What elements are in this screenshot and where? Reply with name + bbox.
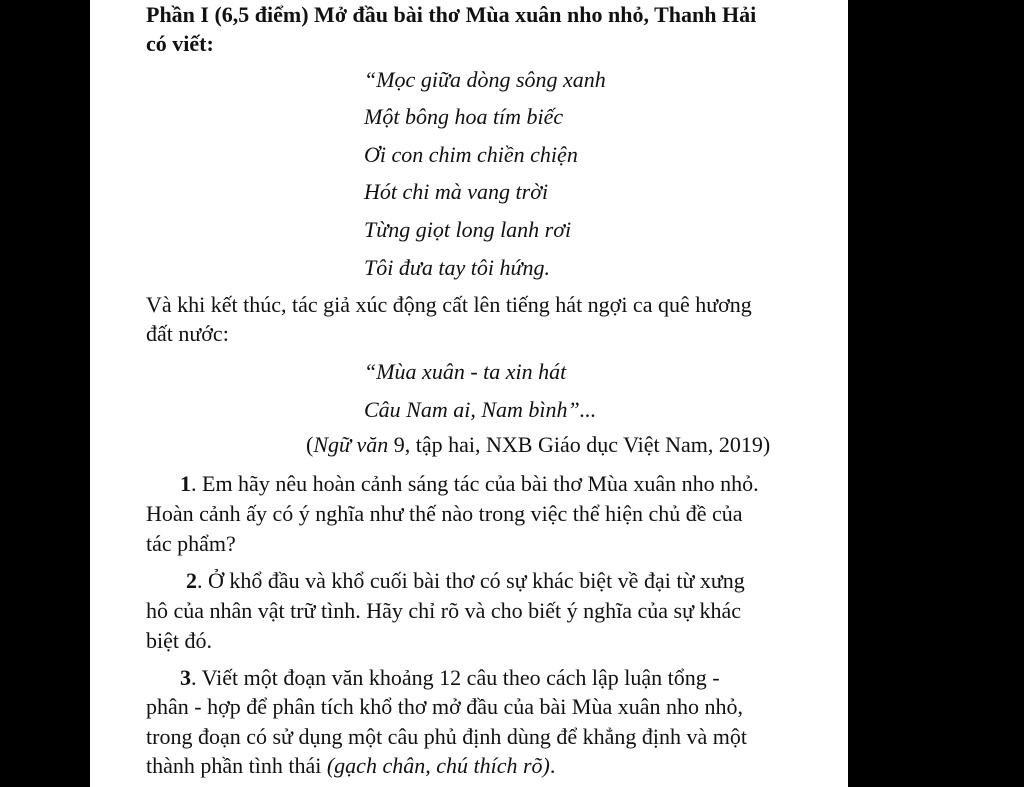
intro-paragraph-line1: Và khi kết thúc, tác giả xúc động cất lên tiếng hát ngợi ca quê hương xyxy=(146,292,752,317)
question-2-line3: biệt đó. xyxy=(146,628,212,653)
question-end: . xyxy=(549,753,556,778)
poem-line: Tôi đưa tay tôi hứng. xyxy=(364,255,550,280)
poem-line: Hót chi mà vang trời xyxy=(364,179,549,204)
question-text: . Em hãy nêu hoàn cảnh sáng tác của bài thơ Mùa xuân nho nhỏ. xyxy=(191,471,759,496)
poem-line: Một bông hoa tím biếc xyxy=(364,104,564,129)
question-1-line3: tác phẩm? xyxy=(146,531,236,556)
question-1-line1 xyxy=(180,470,759,498)
question-number: 1 xyxy=(180,471,191,496)
question-text: . Ở khổ đầu và khổ cuối bài thơ có sự khác biệt về đại từ xưng xyxy=(197,568,745,593)
question-text: thành phần tình thái xyxy=(146,753,327,778)
question-2-line2: hô của nhân vật trữ tình. Hãy chỉ rõ và cho biết ý nghĩa của sự khác xyxy=(146,598,742,623)
question-3-line4 xyxy=(146,752,555,780)
question-text: . Viết một đoạn văn khoảng 12 câu theo cách lập luận tổng - xyxy=(191,665,720,690)
poem-line: Từng giọt long lanh rơi xyxy=(364,217,572,242)
intro-paragraph-line2: đất nước: xyxy=(146,321,229,346)
question-3-line3: trong đoạn có sử dụng một câu phủ định dùng để khẳng định và một xyxy=(146,724,747,749)
document-page xyxy=(90,0,848,787)
section-title-line2: có viết: xyxy=(146,31,214,56)
question-3-line1 xyxy=(180,664,720,692)
question-number: 3 xyxy=(180,665,191,690)
question-note: (gạch chân, chú thích rõ) xyxy=(326,753,550,778)
source-citation xyxy=(306,431,770,459)
question-number: 2 xyxy=(186,568,197,593)
question-3-line2: phân - hợp để phân tích khổ thơ mở đầu của bài Mùa xuân nho nhỏ, xyxy=(146,694,743,719)
source-book: Ngữ văn xyxy=(313,432,389,457)
poem-line: “Mọc giữa dòng sông xanh xyxy=(364,67,606,92)
poem-line: “Mùa xuân - ta xin hát xyxy=(364,359,567,384)
source-open: ( xyxy=(306,432,314,457)
section-title-line1: Phần I (6,5 điểm) Mở đầu bài thơ Mùa xuân nho nhỏ, Thanh Hải xyxy=(146,2,757,27)
poem-line: Ơi con chim chiền chiện xyxy=(364,142,578,167)
question-1-line2: Hoàn cảnh ấy có ý nghĩa như thế nào trong việc thể hiện chủ đề của xyxy=(146,501,743,526)
poem-line: Câu Nam ai, Nam bình”... xyxy=(364,397,597,422)
question-2-line1 xyxy=(186,567,745,595)
source-rest: 9, tập hai, NXB Giáo dục Việt Nam, 2019) xyxy=(388,432,771,457)
